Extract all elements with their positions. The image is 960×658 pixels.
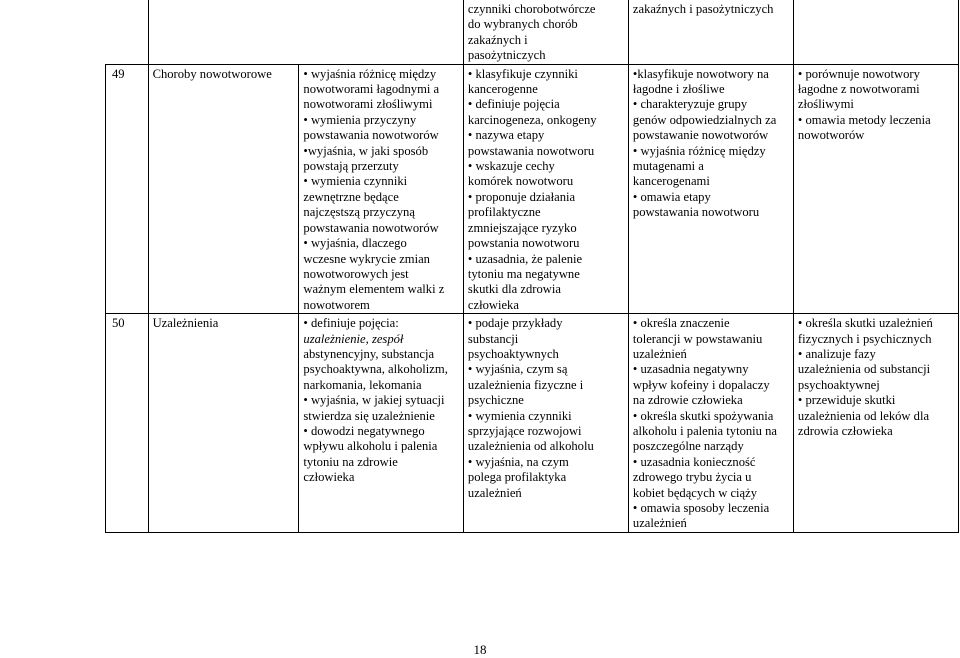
requirements-cell-1 — [299, 64, 464, 314]
text-line: • określa skutki spożywania — [632, 408, 774, 423]
text-line: • uzasadnia negatywny — [632, 362, 749, 377]
text-line: fizycznych i psychicznych — [797, 331, 932, 346]
text-line: mutagenami a — [632, 159, 704, 174]
text-line: substancji — [467, 331, 519, 346]
text-line: • określa skutki uzależnień — [797, 316, 933, 331]
text-line: komórek nowotworu — [467, 174, 574, 189]
text-line: człowieka — [303, 470, 355, 485]
text-line: na zdrowie człowieka — [632, 393, 743, 408]
text-line: • uzasadnia, że palenie — [467, 251, 583, 266]
text-line: czynniki chorobotwórcze — [467, 2, 596, 16]
text-line: pasożytniczych — [467, 48, 546, 63]
text-line: tytoniu na zdrowie — [303, 454, 398, 469]
text-line: zdrowia człowieka — [797, 423, 893, 438]
table-row — [106, 64, 959, 314]
row-number: 50 — [106, 314, 149, 533]
text-line: powstawanie nowotworów — [632, 128, 769, 143]
text-line: • wymienia czynniki — [467, 408, 572, 423]
text-line: uzależnienia fizyczne i — [467, 377, 584, 392]
text-line: skutki dla zdrowia — [467, 282, 561, 297]
text-line: profilaktyczne — [467, 205, 541, 220]
text-line: karcinogeneza, onkogeny — [467, 112, 597, 127]
text-line: • wyjaśnia różnicę między — [303, 66, 437, 81]
text-line: powstawania nowotworów — [303, 220, 439, 235]
text-line: • wyjaśnia, w jakiej sytuacji — [303, 393, 445, 408]
text-line: • wyjaśnia, dlaczego — [303, 236, 407, 251]
text-line: zmniejszające ryzyko — [467, 220, 577, 235]
requirements-cell-3 — [628, 314, 793, 533]
text-line: wczesne wykrycie zmian — [303, 251, 430, 266]
text-line: • przewiduje skutki — [797, 393, 896, 408]
empty-cell — [793, 0, 958, 64]
requirements-cell-4 — [793, 314, 958, 533]
text-line: • definiuje pojęcia: — [303, 316, 399, 331]
fragment-cell-c2 — [463, 0, 628, 64]
text-line: sprzyjające rozwojowi — [467, 423, 582, 438]
text-line: psychiczne — [467, 393, 524, 408]
text-line: • omawia etapy — [632, 189, 711, 204]
text-line: • proponuje działania — [467, 189, 576, 204]
requirements-cell-1 — [299, 314, 464, 533]
empty-cell — [106, 0, 149, 64]
text-line: psychoaktywnej — [797, 377, 880, 392]
text-line: uzależnień — [632, 346, 687, 361]
text-line: łagodne z nowotworami — [797, 82, 920, 97]
text-line: •klasyfikuje nowotwory na — [632, 66, 769, 81]
text-line: człowieka — [467, 297, 519, 312]
text-line: uzależnień — [467, 485, 522, 500]
text-line: nowotworowych jest — [303, 266, 409, 281]
text-line: psychoaktywna, alkoholizm, — [303, 362, 448, 377]
text-line: zakaźnych i — [467, 32, 528, 47]
page-number: 18 — [473, 642, 487, 657]
text-line: • wymienia przyczyny — [303, 112, 417, 127]
text-line: tolerancji w powstawaniu — [632, 331, 763, 346]
text-line: polega profilaktyka — [467, 470, 567, 485]
text-line: • wskazuje cechy — [467, 159, 555, 174]
text-line: łagodne i złośliwe — [632, 82, 725, 97]
text-line: uzależnienia od alkoholu — [467, 439, 594, 454]
text-line: • nazywa etapy — [467, 128, 545, 143]
text-line: • wymienia czynniki — [303, 174, 408, 189]
text-line: • określa znaczenie — [632, 316, 730, 331]
text-line: nowotworów — [797, 128, 865, 143]
text-line: powstają przerzuty — [303, 159, 399, 174]
text-line: • klasyfikuje czynniki — [467, 66, 578, 81]
text-line: do wybranych chorób — [467, 17, 578, 32]
text-line: ważnym elementem walki z — [303, 282, 445, 297]
text-line: nowotworami łagodnymi a — [303, 82, 440, 97]
row-topic: Choroby nowotworowe — [148, 64, 299, 314]
text-line: kancerogenne — [467, 82, 538, 97]
row-number: 49 — [106, 64, 149, 314]
text-line: stwierdza się uzależnienie — [303, 408, 435, 423]
text-line: • uzasadnia konieczność — [632, 454, 756, 469]
text-line: • omawia sposoby leczenia — [632, 501, 770, 515]
text-line: wpływu alkoholu i palenia — [303, 439, 438, 454]
text-line: • analizuje fazy — [797, 346, 876, 361]
fragment-cell-c3 — [628, 0, 793, 64]
text-line: • definiuje pojęcia — [467, 97, 560, 112]
empty-cell — [299, 0, 464, 64]
text-line: uzależnienia od substancji — [797, 362, 931, 377]
requirements-cell-2 — [463, 314, 628, 533]
table-row-fragment — [106, 0, 959, 64]
text-line: alkoholu i palenia tytoniu na — [632, 423, 778, 438]
text-line: zewnętrzne będące — [303, 189, 399, 204]
text-line: nowotworami złośliwymi — [303, 97, 433, 112]
text-line: narkomania, lekomania — [303, 377, 422, 392]
text-line: uzależnienia od leków dla — [797, 408, 930, 423]
requirements-cell-2 — [463, 64, 628, 314]
text-line: • podaje przykłady — [467, 316, 563, 331]
text-line: powstania nowotworu — [467, 236, 580, 251]
text-line: genów odpowiedzialnych za — [632, 112, 777, 127]
curriculum-table — [105, 0, 959, 533]
requirements-cell-3 — [628, 64, 793, 314]
text-line: powstawania nowotworu — [632, 205, 760, 220]
text-line: tytoniu ma negatywne — [467, 266, 580, 281]
text-line: • wyjaśnia różnicę między — [632, 143, 766, 158]
text-line: • omawia metody leczenia — [797, 112, 931, 127]
text-line: powstawania nowotworu — [467, 143, 595, 158]
text-line: • wyjaśnia, czym są — [467, 362, 568, 377]
text-line: złośliwymi — [797, 97, 854, 112]
text-line: • porównuje nowotwory — [797, 66, 920, 81]
table-row — [106, 314, 959, 533]
text-line: •wyjaśnia, w jaki sposób — [303, 143, 429, 158]
text-line: uzależnień — [632, 516, 687, 531]
text-line: • dowodzi negatywnego — [303, 423, 425, 438]
text-line: kobiet będących w ciąży — [632, 485, 758, 500]
text-line: kancerogenami — [632, 174, 710, 189]
text-line: psychoaktywnych — [467, 346, 559, 361]
text-line: nowotworem — [303, 297, 370, 312]
text-line: • wyjaśnia, na czym — [467, 454, 569, 469]
text-line: wpływ kofeiny i dopalaczy — [632, 377, 770, 392]
row-topic: Uzależnienia — [148, 314, 299, 533]
text-line: uzależnienie, zespół — [303, 331, 404, 346]
requirements-cell-4 — [793, 64, 958, 314]
text-line: najczęstszą przyczyną — [303, 205, 415, 220]
text-line: abstynencyjny, substancja — [303, 346, 435, 361]
text-line: powstawania nowotworów — [303, 128, 439, 143]
text-line: poszczególne narządy — [632, 439, 744, 454]
text-line: • charakteryzuje grupy — [632, 97, 748, 112]
text-line: zakaźnych i pasożytniczych — [632, 2, 774, 16]
empty-cell — [148, 0, 299, 64]
text-line: zdrowego trybu życia u — [632, 470, 752, 485]
